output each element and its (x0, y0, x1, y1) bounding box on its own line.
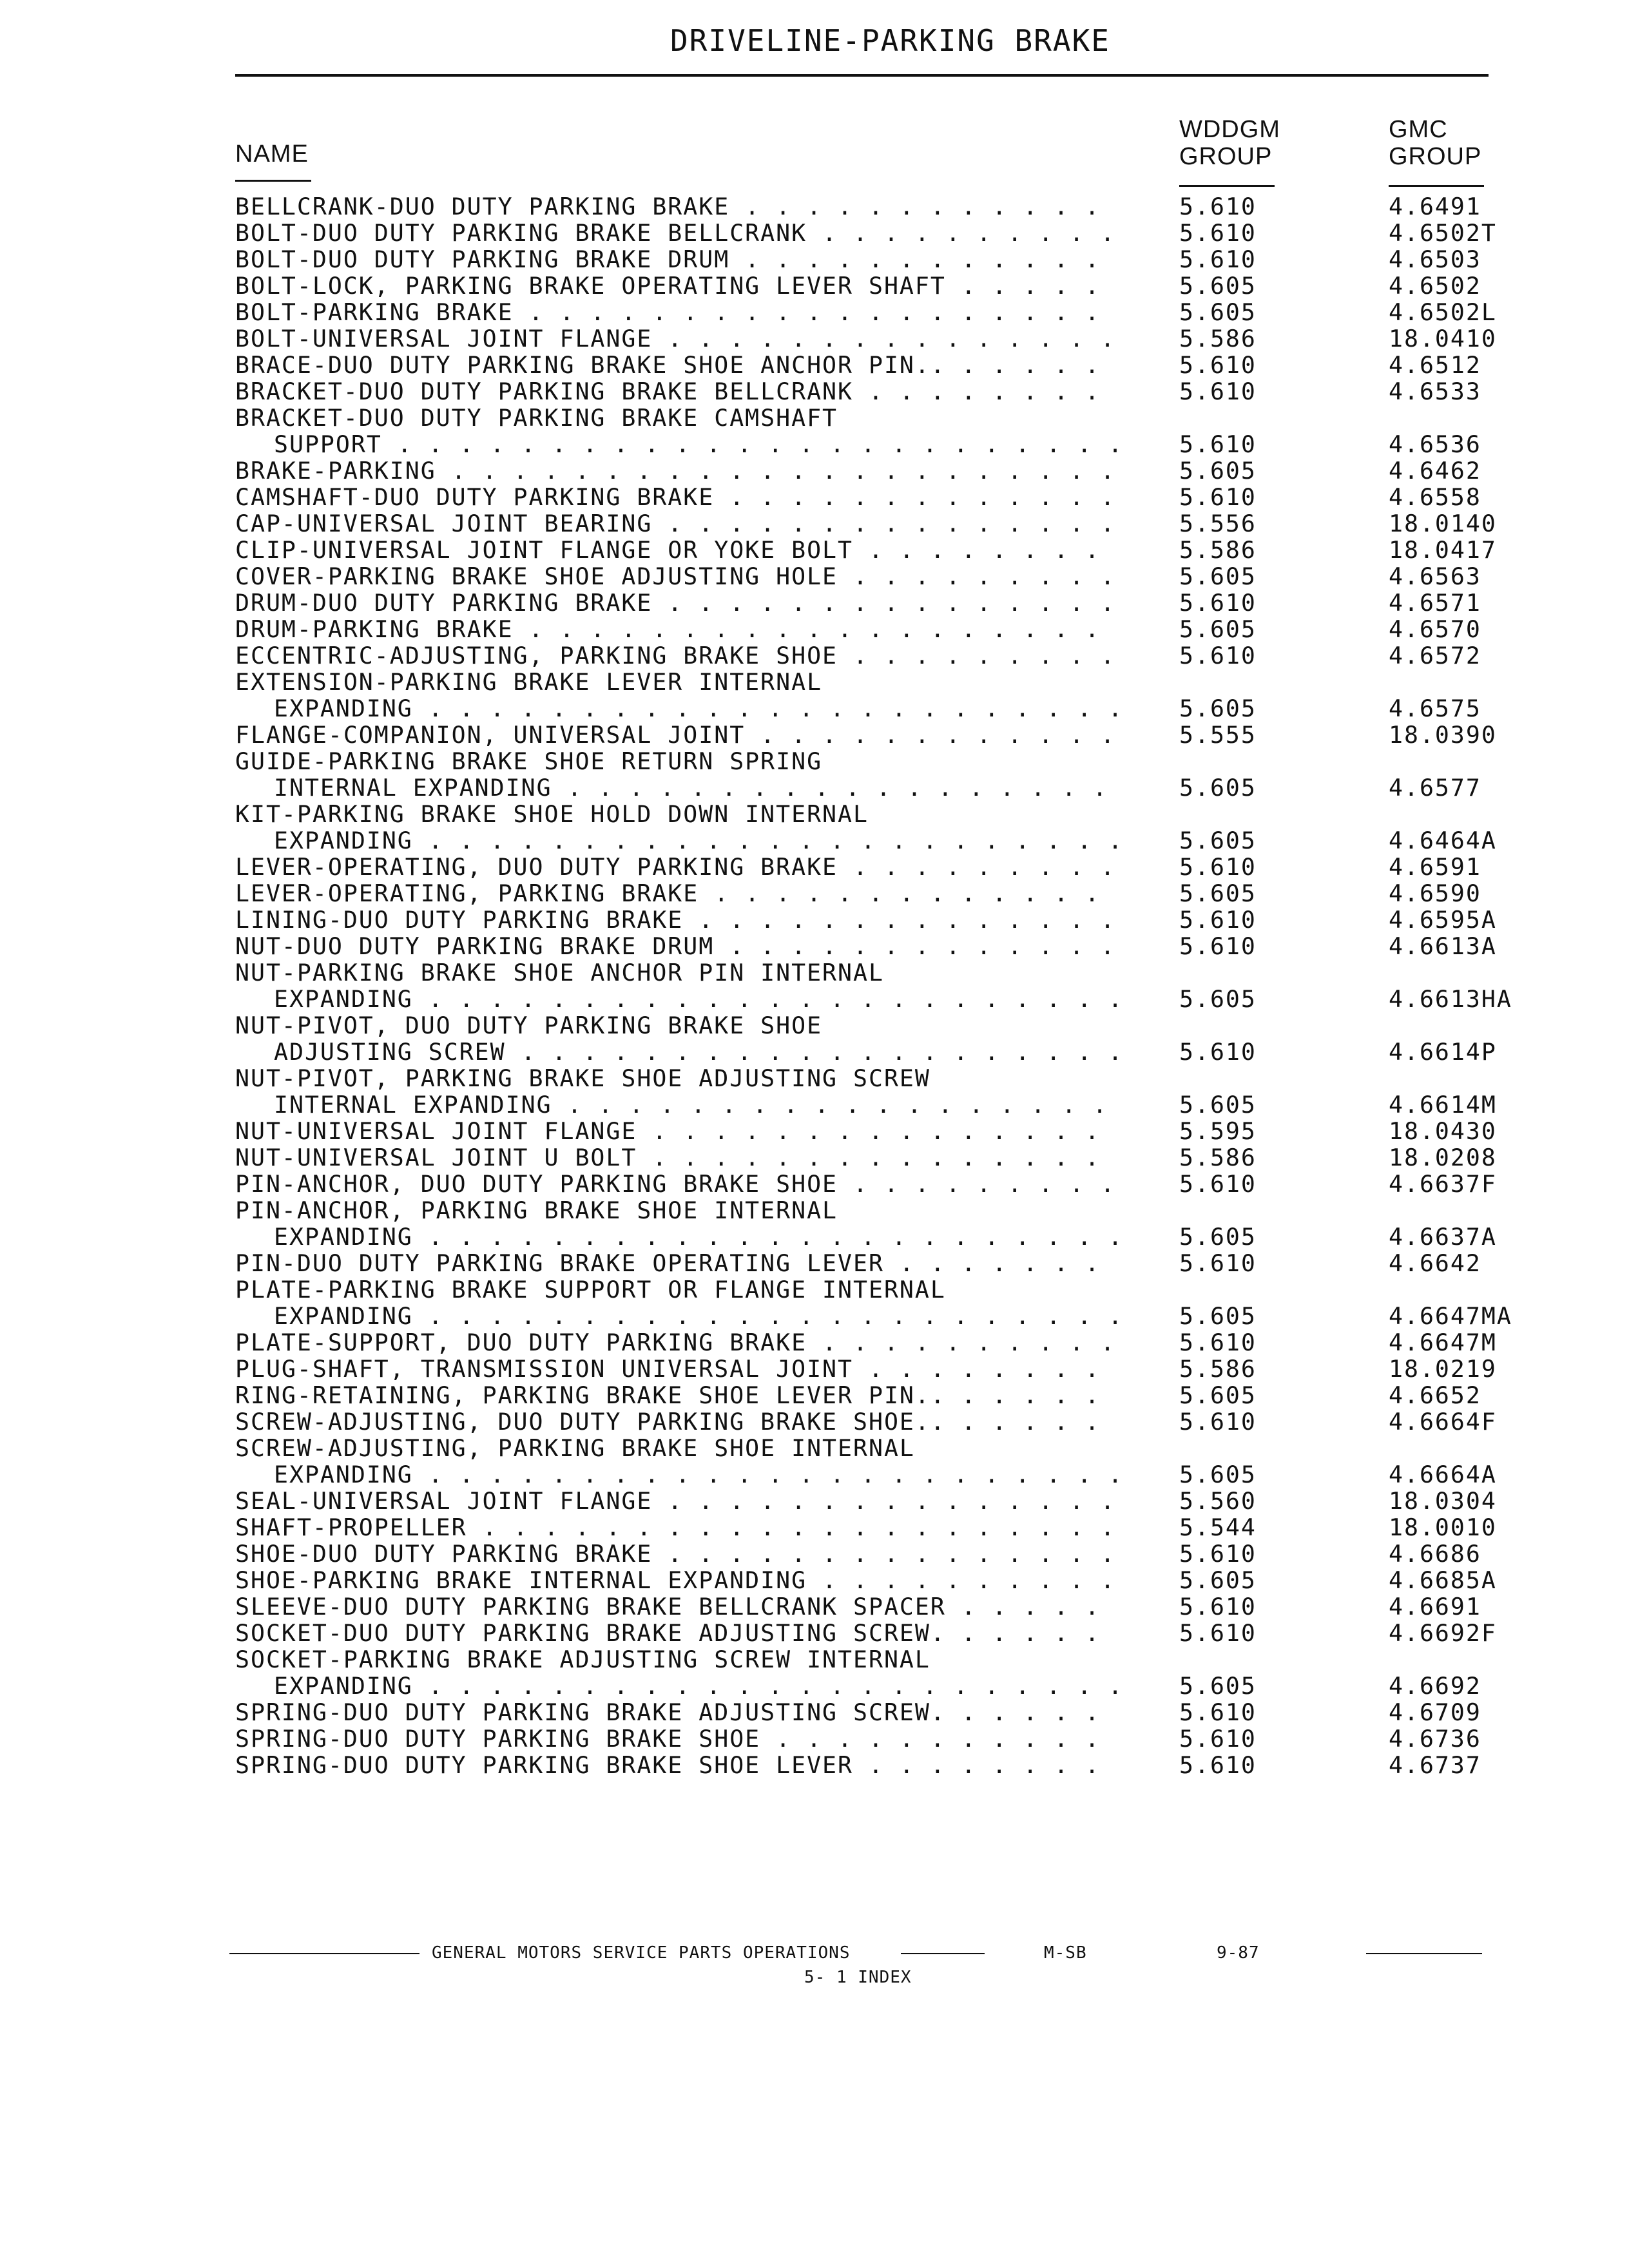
wddgm-group-number: 5.610 (1179, 932, 1257, 960)
wddgm-group-number: 5.586 (1179, 325, 1257, 352)
wddgm-group-number: 5.605 (1179, 1302, 1257, 1330)
gmc-group-number: 18.0140 (1389, 510, 1497, 537)
gmc-group-number: 18.0304 (1389, 1487, 1497, 1515)
gmc-group-number: 4.6577 (1389, 774, 1481, 802)
part-name (235, 1567, 1121, 1593)
table-row (0, 1329, 1629, 1356)
part-name (235, 1382, 1121, 1408)
part-name (235, 1012, 1121, 1065)
part-name (235, 748, 1121, 801)
gmc-group-number: 4.6686 (1389, 1540, 1481, 1568)
wddgm-group-number: 5.605 (1179, 695, 1257, 722)
part-name (235, 537, 1121, 563)
gmc-group-number: 4.6464A (1389, 827, 1497, 854)
table-row (0, 722, 1629, 748)
part-name-line: PLUG-SHAFT, TRANSMISSION UNIVERSAL JOINT . . . (235, 1356, 1121, 1382)
part-name (235, 193, 1121, 220)
wddgm-group-number: 5.605 (1179, 1091, 1257, 1119)
footer-date: 9-87 (1217, 1943, 1260, 1963)
gmc-group-number: 4.6613A (1389, 932, 1497, 960)
part-name (235, 484, 1121, 510)
wddgm-group-number: 5.605 (1179, 985, 1257, 1013)
wddgm-group-number: 5.610 (1179, 589, 1257, 617)
part-name-line: SCREW-ADJUSTING, PARKING BRAKE SHOE INTERNAL (235, 1435, 915, 1462)
footer-rule-left (229, 1953, 419, 1954)
table-row (0, 1541, 1629, 1567)
wddgm-group-number: 5.605 (1179, 827, 1257, 854)
part-name (235, 642, 1121, 669)
table-row (0, 1514, 1629, 1541)
table-row (0, 748, 1629, 801)
part-name-continuation: EXPANDING . . . (235, 695, 1121, 722)
title-rule (235, 74, 1489, 77)
table-row (0, 1197, 1629, 1250)
gmc-group-number: 18.0219 (1389, 1355, 1497, 1383)
wddgm-group-number: 5.544 (1179, 1514, 1257, 1541)
gmc-group-number: 4.6563 (1389, 562, 1481, 590)
part-name-line: LINING-DUO DUTY PARKING BRAKE . . . (235, 907, 1121, 933)
part-name-continuation: EXPANDING . . . (235, 986, 1121, 1012)
table-row (0, 1646, 1629, 1699)
gmc-group-number: 4.6664F (1389, 1408, 1497, 1436)
part-name (235, 325, 1121, 352)
part-name-line: SLEEVE-DUO DUTY PARKING BRAKE BELLCRANK SPACER . . . (235, 1593, 1121, 1620)
part-name (235, 1329, 1121, 1356)
part-name-line: BOLT-UNIVERSAL JOINT FLANGE . . . (235, 325, 1121, 352)
wddgm-group-number: 5.610 (1179, 1751, 1257, 1779)
part-name-line: SEAL-UNIVERSAL JOINT FLANGE . . . (235, 1488, 1121, 1514)
gmc-group-number: 4.6491 (1389, 193, 1481, 220)
table-row (0, 299, 1629, 325)
part-name (235, 1514, 1121, 1541)
wddgm-group-number: 5.610 (1179, 1249, 1257, 1277)
table-row (0, 959, 1629, 1012)
gmc-group-number: 4.6647M (1389, 1329, 1497, 1356)
part-name (235, 563, 1121, 590)
table-row (0, 1065, 1629, 1118)
gmc-header-line2: GROUP (1389, 143, 1482, 170)
footer-rule-middle (901, 1953, 985, 1954)
part-name (235, 1435, 1121, 1488)
gmc-group-number: 4.6595A (1389, 906, 1497, 934)
gmc-group-number: 4.6536 (1389, 430, 1481, 458)
part-name-line: SPRING-DUO DUTY PARKING BRAKE SHOE LEVER . . . (235, 1752, 1121, 1778)
part-name (235, 854, 1121, 880)
part-name (235, 1541, 1121, 1567)
gmc-group-number: 4.6637F (1389, 1170, 1497, 1198)
gmc-group-number: 4.6614M (1389, 1091, 1497, 1119)
gmc-group-number: 4.6575 (1389, 695, 1481, 722)
wddgm-group-number: 5.610 (1179, 1698, 1257, 1726)
gmc-group-number: 4.6614P (1389, 1038, 1497, 1066)
gmc-group-number: 18.0208 (1389, 1144, 1497, 1171)
wddgm-group-number: 5.610 (1179, 245, 1257, 273)
part-name (235, 220, 1121, 246)
table-row (0, 854, 1629, 880)
part-name-line: BRAKE-PARKING . . . (235, 457, 1121, 484)
part-name-continuation: EXPANDING . . . (235, 1461, 1121, 1488)
part-name (235, 1699, 1121, 1725)
table-row (0, 193, 1629, 220)
wddgm-group-number: 5.610 (1179, 906, 1257, 934)
name-column-header: NAME (235, 140, 309, 168)
gmc-group-number: 4.6558 (1389, 483, 1481, 511)
gmc-group-number: 4.6503 (1389, 245, 1481, 273)
gmc-group-number: 18.0430 (1389, 1117, 1497, 1145)
part-name (235, 907, 1121, 933)
table-row (0, 563, 1629, 590)
name-header-underline (235, 180, 311, 182)
wddgm-group-number: 5.610 (1179, 1619, 1257, 1647)
part-name-line: NUT-UNIVERSAL JOINT FLANGE . . . (235, 1118, 1121, 1144)
wddgm-group-number: 5.610 (1179, 378, 1257, 405)
gmc-group-number: 4.6709 (1389, 1698, 1481, 1726)
table-row (0, 1620, 1629, 1646)
page-title: DRIVELINE-PARKING BRAKE (670, 23, 1110, 58)
part-name (235, 1356, 1121, 1382)
wddgm-group-number: 5.605 (1179, 1566, 1257, 1594)
part-name (235, 405, 1121, 457)
table-row (0, 273, 1629, 299)
part-name-line: LEVER-OPERATING, PARKING BRAKE . . . (235, 880, 1121, 907)
gmc-group-number: 4.6692 (1389, 1672, 1481, 1700)
part-name (235, 1488, 1121, 1514)
wddgm-group-number: 5.605 (1179, 457, 1257, 485)
part-name-line: CAMSHAFT-DUO DUTY PARKING BRAKE . . . (235, 484, 1121, 510)
part-name-line: LEVER-OPERATING, DUO DUTY PARKING BRAKE . . . (235, 854, 1121, 880)
part-name-line: FLANGE-COMPANION, UNIVERSAL JOINT . . . (235, 722, 1121, 748)
wddgm-group-number: 5.556 (1179, 510, 1257, 537)
table-row (0, 378, 1629, 405)
part-name (235, 299, 1121, 325)
part-name (235, 722, 1121, 748)
part-name-continuation: INTERNAL EXPANDING . . . (235, 1091, 1121, 1118)
part-name (235, 1408, 1121, 1435)
part-name (235, 1646, 1121, 1699)
parts-index-list (0, 193, 1629, 1778)
gmc-group-number: 4.6642 (1389, 1249, 1481, 1277)
gmc-group-number: 4.6613HA (1389, 985, 1512, 1013)
part-name-line: SOCKET-PARKING BRAKE ADJUSTING SCREW INTERNAL (235, 1646, 930, 1673)
gmc-group-number: 4.6570 (1389, 615, 1481, 643)
wddgm-group-header (1179, 116, 1280, 170)
wddgm-group-number: 5.586 (1179, 1144, 1257, 1171)
part-name-continuation: INTERNAL EXPANDING . . . (235, 774, 1121, 801)
table-row (0, 405, 1629, 457)
part-name (235, 1065, 1121, 1118)
wddgm-group-number: 5.610 (1179, 351, 1257, 379)
gmc-group-number: 4.6502 (1389, 272, 1481, 300)
gmc-group-number: 4.6572 (1389, 642, 1481, 669)
part-name (235, 273, 1121, 299)
table-row (0, 1144, 1629, 1171)
wddgm-group-number: 5.610 (1179, 1038, 1257, 1066)
part-name-line: SPRING-DUO DUTY PARKING BRAKE SHOE . . . (235, 1725, 1121, 1752)
part-name-line: BRACKET-DUO DUTY PARKING BRAKE CAMSHAFT (235, 405, 838, 432)
part-name (235, 1118, 1121, 1144)
part-name-line: NUT-PIVOT, DUO DUTY PARKING BRAKE SHOE (235, 1012, 823, 1039)
wddgm-group-number: 5.605 (1179, 272, 1257, 300)
part-name-line: DRUM-DUO DUTY PARKING BRAKE . . . (235, 590, 1121, 616)
part-name-line: NUT-PARKING BRAKE SHOE ANCHOR PIN INTERNAL (235, 959, 884, 986)
wddgm-group-number: 5.605 (1179, 298, 1257, 326)
wddgm-group-number: 5.605 (1179, 615, 1257, 643)
wddgm-group-number: 5.610 (1179, 1540, 1257, 1568)
wddgm-group-number: 5.595 (1179, 1117, 1257, 1145)
part-name-line: CLIP-UNIVERSAL JOINT FLANGE OR YOKE BOLT . . . (235, 537, 1121, 563)
gmc-group-number: 4.6591 (1389, 853, 1481, 881)
table-row (0, 1725, 1629, 1752)
table-row (0, 510, 1629, 537)
wddgm-group-number: 5.610 (1179, 1329, 1257, 1356)
wddgm-group-number: 5.610 (1179, 1408, 1257, 1436)
table-row (0, 1408, 1629, 1435)
part-name-line: BOLT-PARKING BRAKE . . . (235, 299, 1121, 325)
part-name (235, 378, 1121, 405)
table-row (0, 537, 1629, 563)
part-name-line: SCREW-ADJUSTING, DUO DUTY PARKING BRAKE SHOE.. . . . (235, 1408, 1121, 1435)
part-name-line: SHAFT-PROPELLER . . . (235, 1514, 1121, 1541)
wddgm-group-number: 5.605 (1179, 1461, 1257, 1488)
part-name (235, 801, 1121, 854)
footer-manual-code: M-SB (1044, 1943, 1087, 1963)
part-name (235, 1593, 1121, 1620)
gmc-group-number: 18.0010 (1389, 1514, 1497, 1541)
part-name (235, 1250, 1121, 1276)
gmc-group-number: 4.6647MA (1389, 1302, 1512, 1330)
part-name-line: KIT-PARKING BRAKE SHOE HOLD DOWN INTERNAL (235, 801, 869, 828)
part-name-line: PLATE-PARKING BRAKE SUPPORT OR FLANGE INTERNAL (235, 1276, 946, 1303)
part-name (235, 590, 1121, 616)
part-name-line: BRACE-DUO DUTY PARKING BRAKE SHOE ANCHOR PIN.. . . . (235, 352, 1121, 378)
gmc-group-number: 4.6664A (1389, 1461, 1497, 1488)
table-row (0, 1567, 1629, 1593)
gmc-group-number: 4.6692F (1389, 1619, 1497, 1647)
part-name-line: BOLT-DUO DUTY PARKING BRAKE BELLCRANK . . . (235, 220, 1121, 246)
part-name-continuation: EXPANDING . . . (235, 827, 1121, 854)
part-name (235, 1752, 1121, 1778)
footer-index: 5- 1 INDEX (804, 1968, 912, 1987)
wddgm-group-number: 5.586 (1179, 1355, 1257, 1383)
wddgm-group-number: 5.610 (1179, 1170, 1257, 1198)
table-row (0, 1382, 1629, 1408)
wddgm-group-number: 5.605 (1179, 1672, 1257, 1700)
wddgm-header-line2: GROUP (1179, 143, 1273, 170)
table-row (0, 1488, 1629, 1514)
gmc-group-number: 4.6502T (1389, 219, 1497, 247)
table-row (0, 1699, 1629, 1725)
gmc-group-number: 4.6590 (1389, 879, 1481, 907)
gmc-group-number: 4.6652 (1389, 1381, 1481, 1409)
part-name (235, 1276, 1121, 1329)
wddgm-group-number: 5.605 (1179, 774, 1257, 802)
part-name-line: PLATE-SUPPORT, DUO DUTY PARKING BRAKE . . . (235, 1329, 1121, 1356)
part-name-line: PIN-DUO DUTY PARKING BRAKE OPERATING LEVER . . . (235, 1250, 1121, 1276)
part-name-continuation: SUPPORT . . . (235, 431, 1121, 457)
table-row (0, 933, 1629, 959)
part-name-line: NUT-DUO DUTY PARKING BRAKE DRUM . . . (235, 933, 1121, 959)
part-name-line: SHOE-DUO DUTY PARKING BRAKE . . . (235, 1541, 1121, 1567)
table-row (0, 325, 1629, 352)
gmc-group-number: 4.6462 (1389, 457, 1481, 485)
wddgm-group-number: 5.610 (1179, 853, 1257, 881)
footer-rule-right (1366, 1953, 1482, 1954)
table-row (0, 801, 1629, 854)
table-row (0, 642, 1629, 669)
table-row (0, 1276, 1629, 1329)
wddgm-group-number: 5.605 (1179, 879, 1257, 907)
part-name-continuation: EXPANDING . . . (235, 1673, 1121, 1699)
part-name-line: BOLT-LOCK, PARKING BRAKE OPERATING LEVER SHAFT . . . (235, 273, 1121, 299)
wddgm-group-number: 5.610 (1179, 430, 1257, 458)
part-name (235, 1620, 1121, 1646)
table-row (0, 590, 1629, 616)
gmc-group-number: 4.6736 (1389, 1725, 1481, 1753)
part-name (235, 1197, 1121, 1250)
part-name (235, 457, 1121, 484)
gmc-group-number: 4.6737 (1389, 1751, 1481, 1779)
part-name (235, 1725, 1121, 1752)
table-row (0, 246, 1629, 273)
part-name-line: NUT-PIVOT, PARKING BRAKE SHOE ADJUSTING SCREW (235, 1065, 930, 1092)
table-row (0, 1250, 1629, 1276)
table-row (0, 457, 1629, 484)
part-name-line: SPRING-DUO DUTY PARKING BRAKE ADJUSTING SCREW. . . . (235, 1699, 1121, 1725)
part-name-continuation: ADJUSTING SCREW . . . (235, 1039, 1121, 1065)
footer-organization: GENERAL MOTORS SERVICE PARTS OPERATIONS (432, 1943, 851, 1963)
part-name (235, 1144, 1121, 1171)
table-row (0, 1012, 1629, 1065)
part-name (235, 246, 1121, 273)
table-row (0, 1593, 1629, 1620)
wddgm-group-number: 5.555 (1179, 721, 1257, 749)
wddgm-group-number: 5.586 (1179, 536, 1257, 564)
gmc-header-line1: GMC (1389, 116, 1448, 143)
part-name-line: DRUM-PARKING BRAKE . . . (235, 616, 1121, 642)
wddgm-group-number: 5.610 (1179, 1593, 1257, 1620)
part-name-line: SHOE-PARKING BRAKE INTERNAL EXPANDING . . . (235, 1567, 1121, 1593)
wddgm-group-number: 5.560 (1179, 1487, 1257, 1515)
table-row (0, 352, 1629, 378)
wddgm-group-number: 5.610 (1179, 483, 1257, 511)
part-name-line: SOCKET-DUO DUTY PARKING BRAKE ADJUSTING SCREW. . . . (235, 1620, 1121, 1646)
gmc-group-number: 4.6512 (1389, 351, 1481, 379)
table-row (0, 880, 1629, 907)
gmc-group-header (1389, 116, 1481, 170)
part-name-continuation: EXPANDING . . . (235, 1224, 1121, 1250)
part-name-line: BOLT-DUO DUTY PARKING BRAKE DRUM . . . (235, 246, 1121, 273)
gmc-group-number: 18.0417 (1389, 536, 1497, 564)
table-row (0, 220, 1629, 246)
part-name (235, 880, 1121, 907)
part-name-continuation: EXPANDING . . . (235, 1303, 1121, 1329)
gmc-group-number: 4.6533 (1389, 378, 1481, 405)
part-name-line: GUIDE-PARKING BRAKE SHOE RETURN SPRING (235, 748, 823, 775)
part-name-line: EXTENSION-PARKING BRAKE LEVER INTERNAL (235, 669, 823, 696)
gmc-group-number: 4.6637A (1389, 1223, 1497, 1251)
part-name-line: ECCENTRIC-ADJUSTING, PARKING BRAKE SHOE . . . (235, 642, 1121, 669)
part-name-line: BELLCRANK-DUO DUTY PARKING BRAKE . . . (235, 193, 1121, 220)
part-name (235, 352, 1121, 378)
wddgm-group-number: 5.610 (1179, 642, 1257, 669)
table-row (0, 907, 1629, 933)
table-row (0, 1171, 1629, 1197)
wddgm-group-number: 5.610 (1179, 219, 1257, 247)
part-name-line: PIN-ANCHOR, PARKING BRAKE SHOE INTERNAL (235, 1197, 838, 1224)
gmc-group-number: 4.6685A (1389, 1566, 1497, 1594)
part-name (235, 959, 1121, 1012)
table-row (0, 1356, 1629, 1382)
part-name-line: BRACKET-DUO DUTY PARKING BRAKE BELLCRANK . . . (235, 378, 1121, 405)
wddgm-group-number: 5.610 (1179, 193, 1257, 220)
table-row (0, 1752, 1629, 1778)
gmc-group-number: 18.0410 (1389, 325, 1497, 352)
part-name-line: COVER-PARKING BRAKE SHOE ADJUSTING HOLE . . . (235, 563, 1121, 590)
table-row (0, 616, 1629, 642)
part-name (235, 616, 1121, 642)
part-name (235, 933, 1121, 959)
part-name-line: RING-RETAINING, PARKING BRAKE SHOE LEVER PIN.. . . . (235, 1382, 1121, 1408)
wddgm-group-number: 5.605 (1179, 1381, 1257, 1409)
table-row (0, 484, 1629, 510)
part-name-line: CAP-UNIVERSAL JOINT BEARING . . . (235, 510, 1121, 537)
wddgm-group-number: 5.605 (1179, 1223, 1257, 1251)
gmc-group-number: 4.6571 (1389, 589, 1481, 617)
table-row (0, 669, 1629, 722)
part-name-line: PIN-ANCHOR, DUO DUTY PARKING BRAKE SHOE . . . (235, 1171, 1121, 1197)
part-name-line: NUT-UNIVERSAL JOINT U BOLT . . . (235, 1144, 1121, 1171)
wddgm-group-number: 5.605 (1179, 562, 1257, 590)
table-row (0, 1118, 1629, 1144)
part-name (235, 510, 1121, 537)
gmc-group-number: 4.6691 (1389, 1593, 1481, 1620)
table-row (0, 1435, 1629, 1488)
gmc-group-number: 4.6502L (1389, 298, 1497, 326)
gmc-group-number: 18.0390 (1389, 721, 1497, 749)
wddgm-header-line1: WDDGM (1179, 116, 1280, 143)
part-name (235, 669, 1121, 722)
part-name (235, 1171, 1121, 1197)
wddgm-header-underline (1179, 185, 1275, 187)
gmc-header-underline (1389, 185, 1484, 187)
wddgm-group-number: 5.610 (1179, 1725, 1257, 1753)
